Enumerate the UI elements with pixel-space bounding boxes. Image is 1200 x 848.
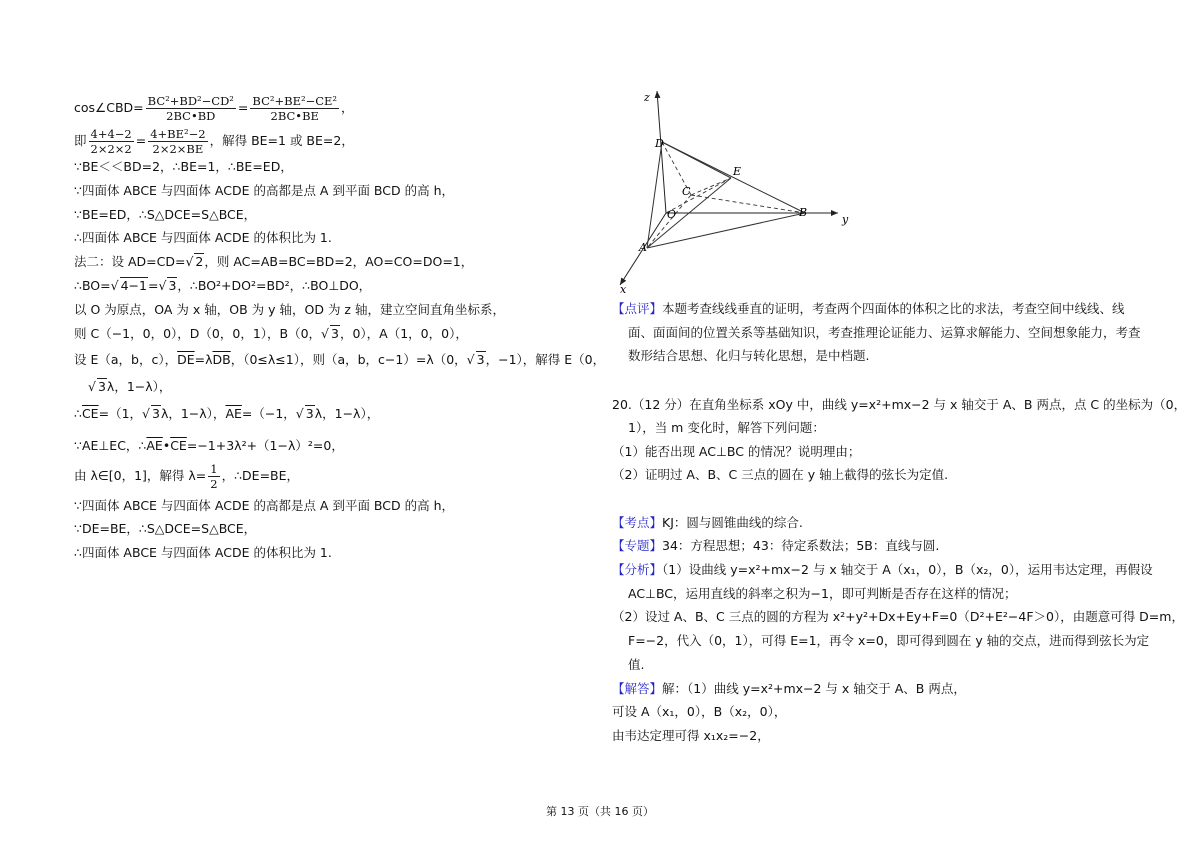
numerator: 1 bbox=[210, 462, 218, 476]
sqrt-value: 2 bbox=[195, 254, 204, 269]
text-line: ∴四面体 ABCE 与四面体 ACDE 的体积比为 1. bbox=[74, 230, 332, 245]
text: 则 C（−1，0，0），D（0，0，1），B（0， bbox=[74, 326, 322, 341]
vector: $\overline{CE}$ bbox=[81, 406, 99, 421]
text: • bbox=[162, 438, 171, 453]
vector: $\overline{DB}$ bbox=[212, 352, 231, 367]
text-line bbox=[74, 437, 344, 455]
sqrt-value: 3 bbox=[476, 352, 485, 367]
text: λ，1−λ）， bbox=[106, 379, 172, 394]
label-z: z bbox=[644, 91, 650, 104]
label-A: A bbox=[639, 241, 647, 254]
label-C: C bbox=[682, 185, 691, 198]
sqrt-value: 3 bbox=[152, 406, 160, 421]
fraction bbox=[89, 127, 134, 156]
text-line: 面、面面间的位置关系等基础知识，考查推理论证能力、运算求解能力、空间想象能力，考查 bbox=[628, 325, 1141, 340]
fraction bbox=[250, 94, 339, 123]
sqrt-value: 3 bbox=[97, 379, 106, 394]
fraction bbox=[208, 462, 219, 491]
question-line: 1），当 m 变化时，解答下列问题： bbox=[628, 420, 825, 435]
zhuanti-line bbox=[612, 537, 939, 555]
numerator: 4+BE²−2 bbox=[150, 127, 206, 141]
text: 法二：设 AD=CD= bbox=[74, 254, 186, 269]
text-line: 由韦达定理可得 x₁x₂=−2， bbox=[612, 728, 770, 743]
text: =（−1， bbox=[241, 406, 296, 421]
label-x: x bbox=[620, 283, 627, 295]
text: cos∠CBD= bbox=[74, 100, 144, 115]
text: ， bbox=[341, 100, 354, 115]
text: λ，1−λ）， bbox=[314, 406, 380, 421]
comment-line bbox=[612, 300, 1125, 318]
text: 即 bbox=[74, 133, 87, 148]
text: =（1， bbox=[98, 406, 143, 421]
text: ，（0≤λ≤1），则（a，b，c−1）=λ（0， bbox=[230, 352, 467, 367]
text-line: ∴BO=√ 4−1=√ 3，∴BO²+DO²=BD²，∴BO⊥DO， bbox=[74, 278, 372, 293]
text: ，则 AC=AB=BC=BD=2，AO=CO=DO=1， bbox=[204, 254, 474, 269]
cos-formula-line bbox=[74, 94, 354, 123]
text-line: 法二：设 AD=CD=√ 2，则 AC=AB=BC=BD=2，AO=CO=DO=1， bbox=[74, 254, 474, 269]
page-footer: 第 13 页（共 16 页） bbox=[546, 805, 654, 818]
text: = bbox=[237, 100, 249, 115]
vector: $\overline{AE}$ bbox=[225, 406, 242, 421]
text: ，0），A（1，0，0）， bbox=[339, 326, 468, 341]
denominator: 2×2×2 bbox=[90, 142, 132, 156]
text: ∴BO= bbox=[74, 278, 111, 293]
text-line: 以 O 为原点，OA 为 x 轴，OB 为 y 轴，OD 为 z 轴，建立空间直角坐标系， bbox=[74, 302, 505, 317]
text: = bbox=[147, 278, 159, 293]
label-D: D bbox=[655, 137, 664, 150]
text: ，−1），解得 E（0， bbox=[485, 352, 606, 367]
text-line: $\therefore\overline{CE}=(1$，√ 3λ，1−λ），$\overline{AE}=(-1$，√ 3λ，1−λ）， bbox=[74, 406, 380, 421]
geometry-figure bbox=[600, 85, 860, 295]
text: 34：方程思想；43：待定系数法；5B：直线与圆. bbox=[662, 538, 940, 553]
text: ，∴DE=BE， bbox=[221, 468, 300, 483]
text: 设 E（a，b，c）， bbox=[74, 352, 178, 367]
text-line: ∵四面体 ABCE 与四面体 ACDE 的高都是点 A 到平面 BCD 的高 h， bbox=[74, 498, 455, 513]
text-line: ∵DE=BE，∴S△DCE=S△BCE， bbox=[74, 521, 257, 536]
numerator: BC²+BE²−CE² bbox=[252, 94, 338, 108]
question-line: （1）能否出现 AC⊥BC 的情况？说明理由； bbox=[612, 444, 861, 459]
text-line: 数形结合思想、化归与转化思想，是中档题. bbox=[628, 348, 870, 363]
text-line: ∵BE＜＜BD=2，∴BE=1，∴BE=ED， bbox=[74, 159, 293, 174]
text-line: （2）设过 A、B、C 三点的圆的方程为 x²+y²+Dx+Ey+F=0（D²+E²−4F＞0），由题意可得 D=m， bbox=[612, 609, 1184, 624]
text: =−1+3λ²+（1−λ）²=0， bbox=[186, 438, 344, 453]
text-line: √ 3λ，1−λ）， bbox=[88, 379, 172, 394]
section-tag: 【解答】 bbox=[612, 681, 663, 696]
text-line: 可设 A（x₁，0），B（x₂，0）， bbox=[612, 704, 787, 719]
question-line: 20.（12 分）在直角坐标系 xOy 中，曲线 y=x²+mx−2 与 x 轴交于 A、B 两点，点 C 的坐标为（0， bbox=[612, 397, 1187, 412]
vector: $\overline{DE}$ bbox=[177, 352, 195, 367]
vector: $\overline{AE}$ bbox=[146, 438, 163, 453]
vector: $\overline{CE}$ bbox=[170, 438, 187, 453]
text-line: ∵BE=ED，∴S△DCE=S△BCE， bbox=[74, 207, 257, 222]
denominator: 2×2×BE bbox=[152, 142, 204, 156]
sqrt-value: 3 bbox=[331, 326, 339, 341]
text-line: 则 C（−1，0，0），D（0，0，1），B（0，√ 3，0），A（1，0，0）， bbox=[74, 326, 468, 341]
fenxi-line bbox=[612, 561, 1153, 579]
text: ∴ bbox=[74, 406, 82, 421]
text: = bbox=[135, 133, 147, 148]
label-O: O bbox=[667, 208, 677, 221]
text: =λ bbox=[194, 352, 213, 367]
text-line: F=−2，代入（0，1），可得 E=1，再令 x=0，即可得到圆在 y 轴的交点，进而得到弦长为定 bbox=[628, 633, 1150, 648]
section-tag: 【点评】 bbox=[612, 301, 663, 316]
text: KJ：圆与圆锥曲线的综合. bbox=[662, 515, 803, 530]
denominator: 2BC•BD bbox=[166, 109, 216, 123]
text-line: AC⊥BC，运用直线的斜率之积为−1，即可判断是否存在这样的情况； bbox=[628, 586, 1017, 601]
label-E: E bbox=[733, 165, 742, 178]
sqrt-value: 4−1 bbox=[120, 278, 147, 293]
denominator: 2BC•BE bbox=[270, 109, 319, 123]
jieda-line bbox=[612, 680, 966, 698]
text: 本题考查线线垂直的证明，考查两个四面体的体积之比的求法，考查空间中线线、线 bbox=[662, 301, 1125, 316]
text: ，∴BO²+DO²=BD²，∴BO⊥DO， bbox=[177, 278, 372, 293]
text-line: 设 E（a，b，c），$\overline{DE}=\lambda\overline{DB}$，（0≤λ≤1），则（a，b，c−1）=λ（0，√ 3，−1），解得 E（0， bbox=[74, 352, 606, 367]
text-line: 值. bbox=[628, 657, 645, 672]
section-tag: 【专题】 bbox=[612, 538, 663, 553]
text: ，解得 BE=1 或 BE=2， bbox=[209, 133, 354, 148]
text-line: ∴四面体 ABCE 与四面体 ACDE 的体积比为 1. bbox=[74, 545, 332, 560]
label-y: y bbox=[842, 213, 849, 226]
text: 解：（1）曲线 y=x²+mx−2 与 x 轴交于 A、B 两点， bbox=[662, 681, 966, 696]
label-B: B bbox=[799, 206, 808, 219]
numerator: BC²+BD²−CD² bbox=[147, 94, 234, 108]
text-line bbox=[74, 462, 299, 491]
ji-formula-line bbox=[74, 127, 354, 156]
text: 由 λ∈[0，1]，解得 λ= bbox=[74, 468, 207, 483]
denominator: 2 bbox=[210, 477, 218, 491]
section-tag: 【考点】 bbox=[612, 515, 663, 530]
fraction bbox=[148, 127, 207, 156]
sqrt-value: 3 bbox=[305, 406, 314, 421]
kaodian-line bbox=[612, 514, 803, 532]
z-axis bbox=[657, 91, 666, 213]
text-line: ∵四面体 ABCE 与四面体 ACDE 的高都是点 A 到平面 BCD 的高 h， bbox=[74, 183, 455, 198]
fraction bbox=[146, 94, 236, 123]
text: ∵AE⊥EC，∴ bbox=[74, 438, 147, 453]
text: λ，1−λ）， bbox=[160, 406, 226, 421]
text: （1）设曲线 y=x²+mx−2 与 x 轴交于 A（x₁，0），B（x₂，0），运用韦达定理，再假设 bbox=[662, 562, 1153, 577]
section-tag: 【分析】 bbox=[612, 562, 663, 577]
sqrt-value: 3 bbox=[168, 278, 177, 293]
question-line: （2）证明过 A、B、C 三点的圆在 y 轴上截得的弦长为定值. bbox=[612, 467, 949, 482]
numerator: 4+4−2 bbox=[90, 127, 132, 141]
